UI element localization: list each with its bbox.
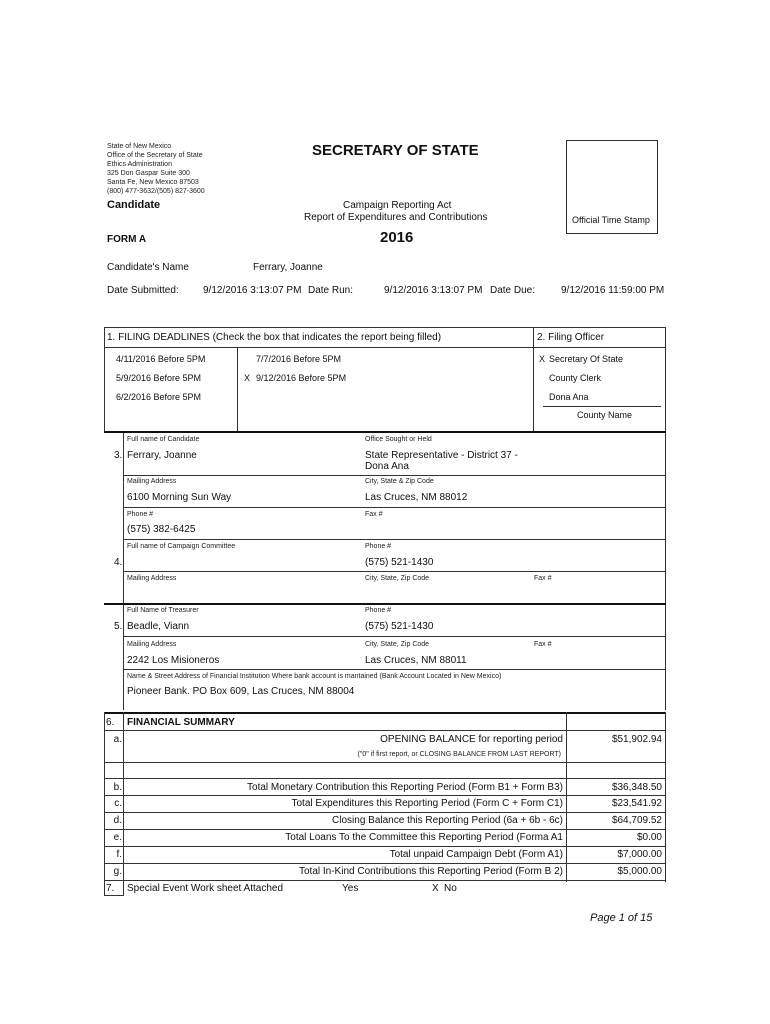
date-due-label: Date Due: bbox=[490, 285, 536, 296]
divider bbox=[104, 347, 666, 348]
summary-row-value: $7,000.00 bbox=[617, 849, 662, 860]
divider bbox=[104, 603, 666, 605]
divider bbox=[104, 730, 666, 731]
row-letter: f. bbox=[116, 849, 122, 860]
section-number: 3. bbox=[114, 450, 123, 461]
divider bbox=[123, 669, 665, 670]
divider bbox=[104, 863, 666, 864]
divider bbox=[104, 327, 105, 431]
page-number: Page 1 of 15 bbox=[590, 912, 653, 924]
deadline-check-mark[interactable]: X bbox=[244, 373, 251, 383]
divider bbox=[104, 712, 666, 714]
divider bbox=[665, 433, 666, 710]
mailing-address-label: Mailing Address bbox=[127, 641, 177, 648]
officer-option-clerk[interactable]: County Clerk bbox=[549, 373, 602, 383]
row-letter: c. bbox=[114, 798, 122, 809]
financial-summary-title: FINANCIAL SUMMARY bbox=[127, 717, 235, 728]
page-title: SECRETARY OF STATE bbox=[312, 142, 479, 159]
date-run-label: Date Run: bbox=[308, 285, 354, 296]
official-time-stamp-box bbox=[566, 140, 658, 234]
date-submitted-value: 9/12/2016 3:13:07 PM bbox=[203, 285, 302, 296]
city-state-zip-label: City, State, Zip Code bbox=[365, 641, 430, 648]
summary-row-label: Total Expenditures this Reporting Period (Form C + Form C1) bbox=[291, 798, 563, 809]
officer-county: Dona Ana bbox=[549, 392, 589, 402]
divider bbox=[533, 327, 534, 431]
special-event-label: Special Event Work sheet Attached bbox=[127, 883, 284, 894]
deadline-option[interactable]: 4/11/2016 Before 5PM bbox=[116, 354, 206, 364]
divider bbox=[104, 846, 666, 847]
row-letter: d. bbox=[113, 815, 122, 826]
divider bbox=[104, 327, 666, 328]
bank-address-label: Name & Street Address of Financial Institution Where bank account is mantained (Bank Account Located in New Mexico) bbox=[127, 673, 502, 680]
deadline-option[interactable]: 5/9/2016 Before 5PM bbox=[116, 373, 202, 383]
divider bbox=[104, 795, 666, 796]
section-number: 4. bbox=[114, 557, 123, 568]
divider bbox=[665, 712, 666, 882]
divider bbox=[104, 812, 666, 813]
office-sought-value: Dona Ana bbox=[365, 461, 409, 472]
section-number: 5. bbox=[114, 621, 123, 632]
date-run-value: 9/12/2016 3:13:07 PM bbox=[384, 285, 483, 296]
phone-value: (575) 521-1430 bbox=[365, 621, 434, 632]
divider bbox=[104, 431, 666, 433]
divider bbox=[104, 829, 666, 830]
special-event-no-mark[interactable]: X bbox=[432, 883, 439, 894]
section-number: 7. bbox=[106, 883, 115, 894]
divider bbox=[123, 636, 665, 637]
committee-name-label: Full name of Campaign Committee bbox=[127, 543, 236, 550]
city-state-zip-label: City, State, Zip Code bbox=[365, 575, 430, 582]
candidate-name-label: Candidate's Name bbox=[107, 262, 189, 273]
special-event-no[interactable]: No bbox=[444, 883, 457, 894]
candidate-heading: Candidate bbox=[107, 199, 161, 211]
divider bbox=[237, 347, 238, 431]
opening-balance-note: ("0" if first report, or CLOSING BALANCE FROM LAST REPORT) bbox=[357, 751, 561, 758]
summary-row-value: $36,348.50 bbox=[611, 782, 662, 793]
stamp-label: Official Time Stamp bbox=[572, 215, 650, 225]
summary-row-label: Total Loans To the Committee this Reporting Period (Forma A1 bbox=[285, 832, 563, 843]
summary-row-value: $5,000.00 bbox=[617, 866, 662, 877]
section-number: 6. bbox=[106, 717, 115, 728]
candidate-name-value: Ferrary, Joanne bbox=[253, 262, 323, 273]
agency-line: Office of the Secretary of State bbox=[107, 152, 203, 159]
county-name-label: County Name bbox=[577, 410, 633, 420]
office-sought-label: Office Sought or Held bbox=[365, 436, 432, 443]
divider bbox=[104, 712, 105, 895]
deadline-option[interactable]: 6/2/2016 Before 5PM bbox=[116, 392, 202, 402]
act-title: Campaign Reporting Act bbox=[343, 200, 452, 211]
divider bbox=[543, 406, 661, 407]
deadline-option[interactable]: 9/12/2016 Before 5PM bbox=[256, 373, 347, 383]
phone-label: Phone # bbox=[127, 511, 154, 518]
filing-officer-title: 2. Filing Officer bbox=[537, 332, 605, 343]
agency-line: Ethics Administration bbox=[107, 161, 172, 168]
row-letter: a. bbox=[113, 734, 122, 745]
fax-label: Fax # bbox=[534, 641, 552, 648]
summary-row-label: Total In-Kind Contributions this Reporting Period (Form B 2) bbox=[298, 866, 563, 877]
agency-line: State of New Mexico bbox=[107, 143, 172, 150]
divider bbox=[104, 762, 666, 763]
agency-line: 325 Don Gaspar Suite 300 bbox=[107, 170, 190, 177]
divider bbox=[665, 327, 666, 431]
summary-row-value: $23,541.92 bbox=[611, 798, 662, 809]
office-sought-value: State Representative - District 37 - bbox=[365, 450, 518, 461]
city-state-zip-label: City, State & Zip Code bbox=[365, 478, 434, 485]
summary-row-label: Total Monetary Contribution this Reporting Period (Form B1 + Form B3) bbox=[247, 782, 563, 793]
treasurer-name-label: Full Name of Treasurer bbox=[127, 607, 199, 614]
form-label: FORM A bbox=[107, 234, 147, 245]
special-event-yes[interactable]: Yes bbox=[342, 883, 359, 894]
fax-label: Fax # bbox=[534, 575, 552, 582]
divider bbox=[123, 539, 665, 540]
treasurer-name-value: Beadle, Viann bbox=[127, 621, 190, 632]
city-state-zip-value: Las Cruces, NM 88011 bbox=[365, 655, 467, 666]
mailing-address-label: Mailing Address bbox=[127, 575, 177, 582]
bank-address-value: Pioneer Bank. PO Box 609, Las Cruces, NM 88004 bbox=[127, 686, 355, 697]
row-letter: g. bbox=[113, 866, 122, 877]
summary-row-label: Total unpaid Campaign Debt (Form A1) bbox=[389, 849, 563, 860]
mailing-address-value: 2242 Los Misioneros bbox=[127, 655, 220, 666]
mailing-address-label: Mailing Address bbox=[127, 478, 177, 485]
phone-label: Phone # bbox=[365, 543, 392, 550]
date-submitted-label: Date Submitted: bbox=[107, 285, 179, 296]
candidate-fullname-label: Full name of Candidate bbox=[127, 436, 200, 443]
officer-check-mark[interactable]: X bbox=[539, 354, 546, 364]
agency-line: Santa Fe, New Mexico 87503 bbox=[107, 179, 199, 186]
divider bbox=[123, 475, 665, 476]
filing-deadlines-title: 1. FILING DEADLINES (Check the box that indicates the report being filled) bbox=[107, 332, 442, 343]
divider bbox=[104, 778, 666, 779]
phone-label: Phone # bbox=[365, 607, 392, 614]
summary-row-label: Closing Balance this Reporting Period (6a + 6b - 6c) bbox=[332, 815, 563, 826]
fax-label: Fax # bbox=[365, 511, 383, 518]
phone-value: (575) 382-6425 bbox=[127, 524, 196, 535]
phone-value: (575) 521-1430 bbox=[365, 557, 434, 568]
report-title: Report of Expenditures and Contributions bbox=[304, 212, 488, 223]
opening-balance-value: $51,902.94 bbox=[611, 734, 662, 745]
opening-balance-label: OPENING BALANCE for reporting period bbox=[380, 734, 563, 745]
row-letter: b. bbox=[113, 782, 122, 793]
divider bbox=[123, 712, 124, 895]
candidate-fullname-value: Ferrary, Joanne bbox=[127, 450, 197, 461]
date-due-value: 9/12/2016 11:59:00 PM bbox=[561, 285, 665, 296]
divider bbox=[123, 507, 665, 508]
divider bbox=[104, 880, 666, 881]
report-year: 2016 bbox=[380, 229, 414, 246]
deadline-option[interactable]: 7/7/2016 Before 5PM bbox=[256, 354, 342, 364]
officer-option-sos[interactable]: Secretary Of State bbox=[549, 354, 624, 364]
agency-line: (800) 477-3632/(505) 827-3600 bbox=[107, 188, 205, 195]
city-state-zip-value: Las Cruces, NM 88012 bbox=[365, 492, 468, 503]
divider bbox=[104, 895, 124, 896]
summary-row-value: $0.00 bbox=[636, 832, 662, 843]
divider bbox=[566, 712, 567, 882]
mailing-address-value: 6100 Morning Sun Way bbox=[127, 492, 232, 503]
row-letter: e. bbox=[113, 832, 122, 843]
divider bbox=[123, 571, 665, 572]
summary-row-value: $64,709.52 bbox=[611, 815, 662, 826]
